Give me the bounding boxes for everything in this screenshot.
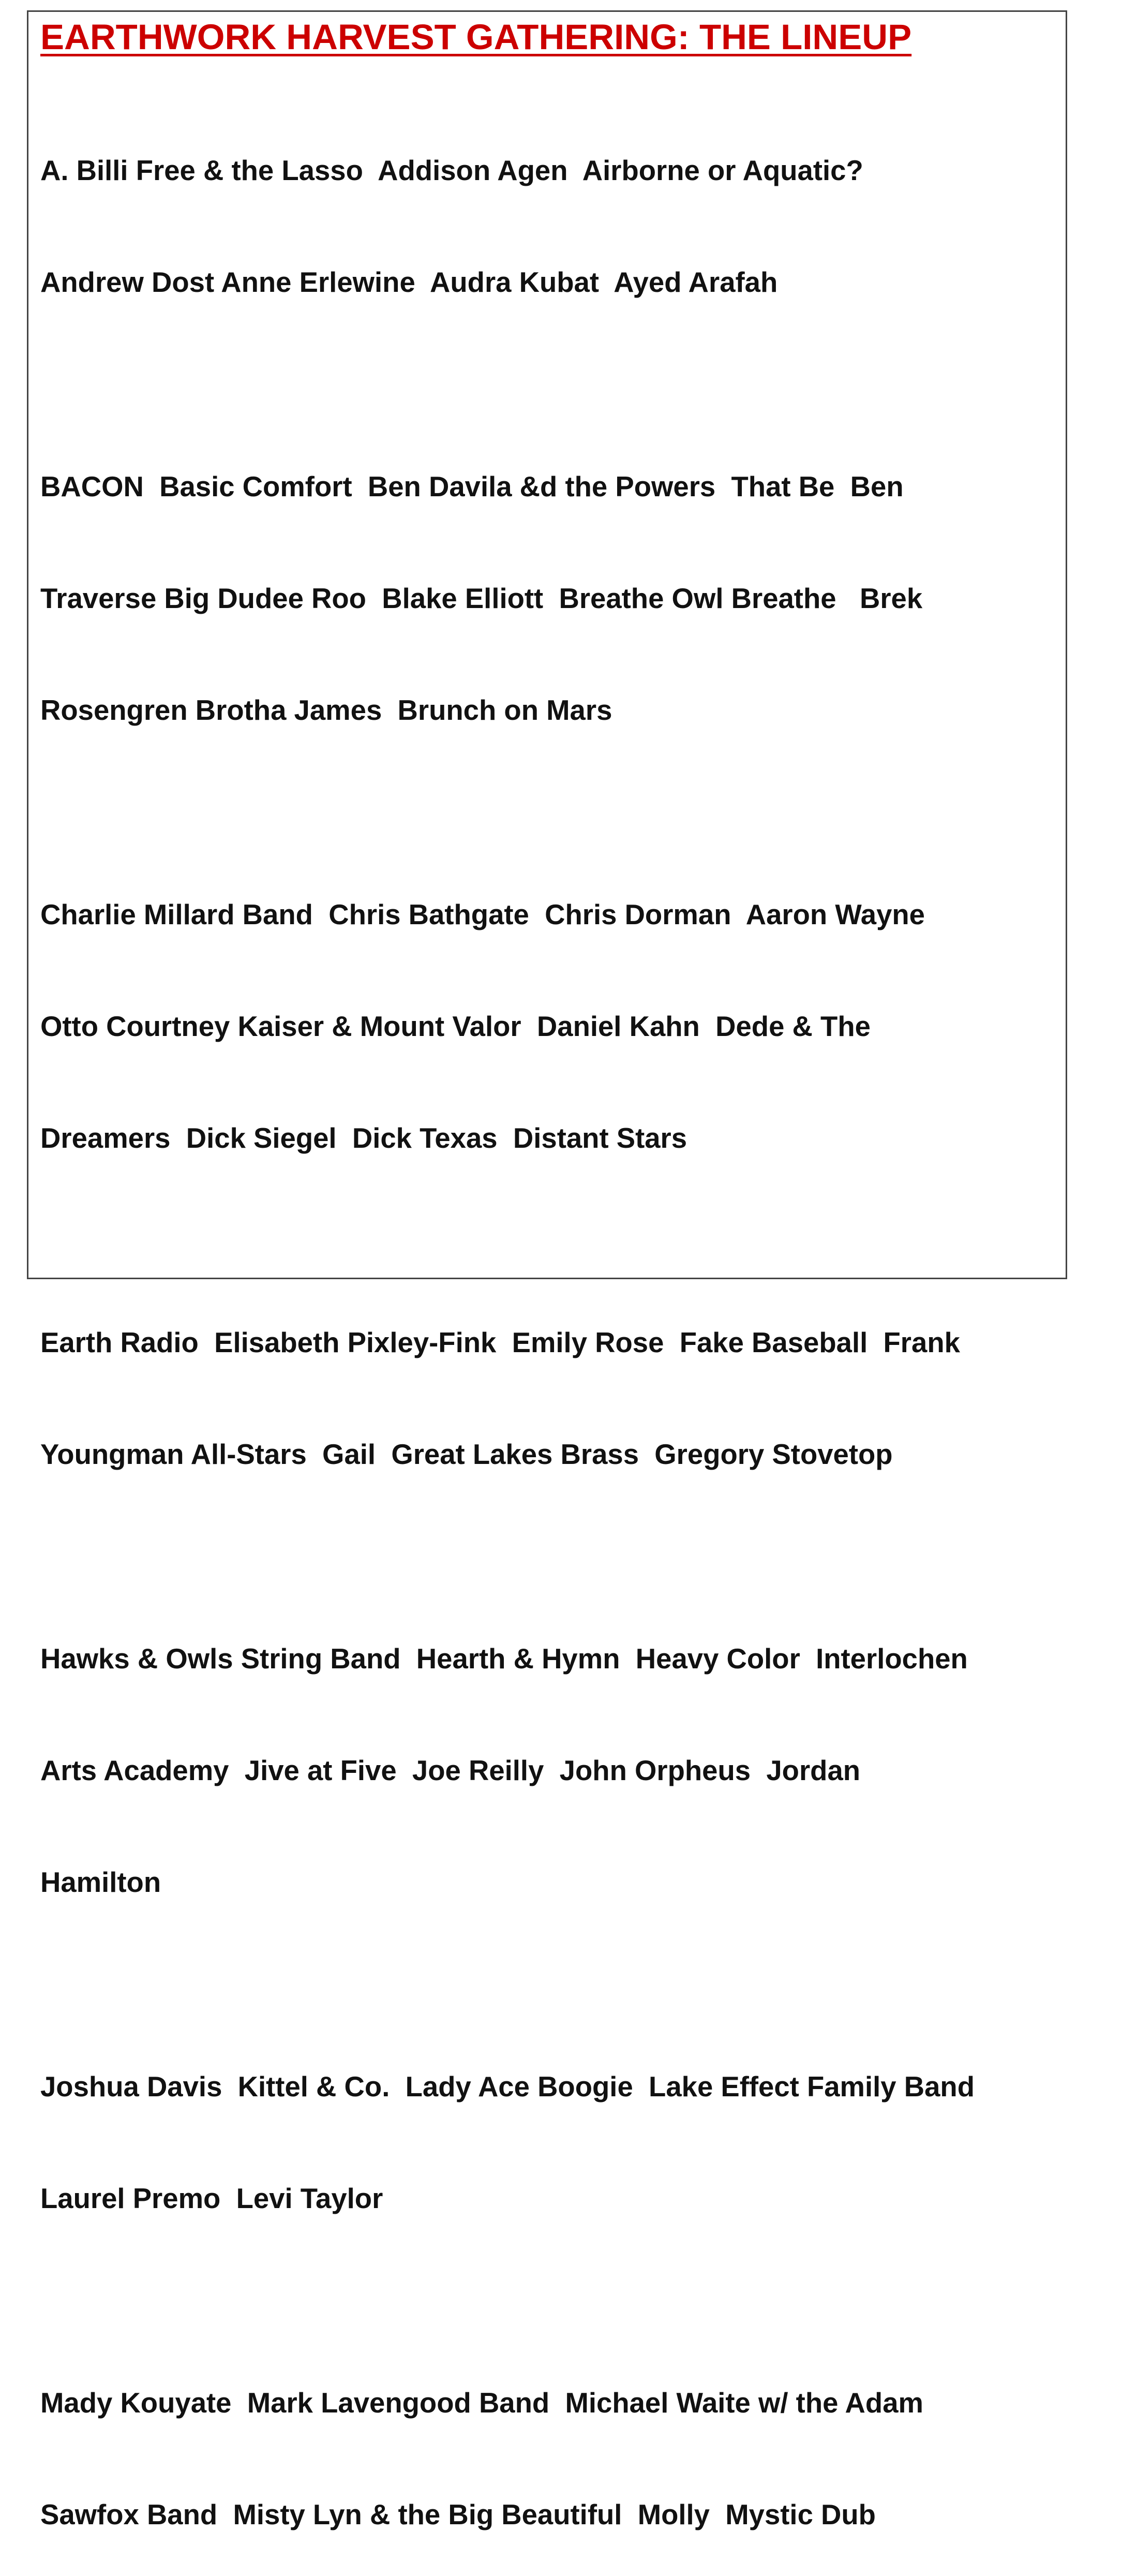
lineup-paragraph-m xyxy=(40,2310,1067,2576)
lineup-paragraph-j-l xyxy=(40,1994,1067,2292)
lineup-line: Dreamers Dick Siegel Dick Texas Distant Stars xyxy=(40,1122,687,1154)
lineup-line: Mady Kouyate Mark Lavengood Band Michael Waite w/ the Adam xyxy=(40,2387,923,2419)
lineup-paragraph-h-j xyxy=(40,1566,1067,1976)
lineup-line: Rosengren Brotha James Brunch on Mars xyxy=(40,694,612,726)
lineup-paragraph-b xyxy=(40,394,1067,804)
lineup-line: Earth Radio Elisabeth Pixley-Fink Emily Rose Fake Baseball Frank xyxy=(40,1327,960,1358)
lineup-line: Otto Courtney Kaiser & Mount Valor Daniel Kahn Dede & The xyxy=(40,1011,871,1042)
lineup-line: Andrew Dost Anne Erlewine Audra Kubat Ayed Arafah xyxy=(40,267,778,298)
lineup-paragraph-a xyxy=(40,78,1067,376)
lineup-line: Charlie Millard Band Chris Bathgate Chris Dorman Aaron Wayne xyxy=(40,899,925,930)
lineup-line: Arts Academy Jive at Five Joe Reilly John Orpheus Jordan xyxy=(40,1755,861,1786)
lineup-line: Hawks & Owls String Band Hearth & Hymn Heavy Color Interlochen xyxy=(40,1643,968,1675)
lineup-line: A. Billi Free & the Lasso Addison Agen Airborne or Aquatic? xyxy=(40,155,863,186)
lineup-line: BACON Basic Comfort Ben Davila &d the Powers That Be Ben xyxy=(40,471,904,502)
lineup-line: Hamilton xyxy=(40,1867,161,1898)
lineup-line: Youngman All-Stars Gail Great Lakes Brass Gregory Stovetop xyxy=(40,1439,893,1470)
page-title: EARTHWORK HARVEST GATHERING: THE LINEUP xyxy=(40,17,912,57)
lineup-line: Laurel Premo Levi Taylor xyxy=(40,2183,383,2214)
lineup-paragraph-e-g xyxy=(40,1250,1067,1548)
lineup-list xyxy=(40,78,1067,2576)
lineup-line: Joshua Davis Kittel & Co. Lady Ace Boogie Lake Effect Family Band xyxy=(40,2071,975,2103)
lineup-paragraph-c-d xyxy=(40,822,1067,1232)
lineup-line: Traverse Big Dudee Roo Blake Elliott Breathe Owl Breathe Brek xyxy=(40,583,923,614)
lineup-line: Sawfox Band Misty Lyn & the Big Beautiful Molly Mystic Dub xyxy=(40,2499,876,2530)
